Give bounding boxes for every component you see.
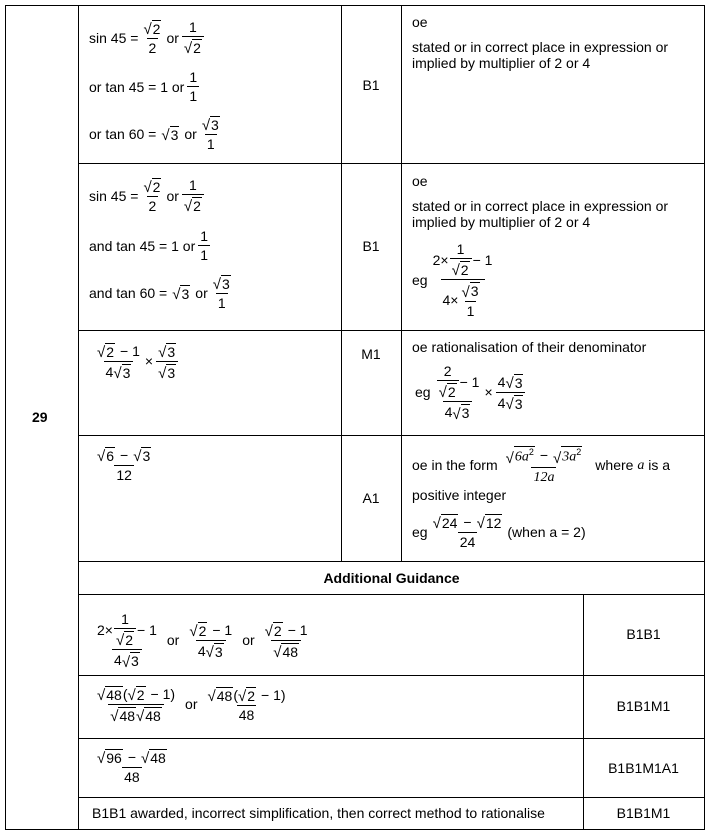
mark-value: B1 — [362, 238, 380, 254]
working-expression: √ 6 − √ 3 12 — [97, 446, 151, 484]
mark-column-divider — [401, 5, 402, 561]
comment-text: positive integer — [412, 487, 507, 503]
table-border-right — [704, 5, 705, 830]
example-expression: eg √ 24 − √ 12 24 (when a = 2) — [412, 513, 586, 551]
mark-value: B1 — [362, 77, 380, 93]
table-border-bottom — [5, 829, 705, 830]
row-divider — [78, 330, 705, 331]
row-divider — [78, 435, 705, 436]
row-divider — [78, 738, 705, 739]
guidance-mark: B1B1M1 — [616, 698, 671, 714]
guidance-expression: √ 96 − √ 48 48 — [97, 748, 166, 786]
comment-expression: oe in the form √ $6a^2$ − √ $3a^2$ 12a where a is a — [412, 447, 671, 485]
guidance-mark: B1B1M1 — [616, 805, 671, 821]
comment-text: oe — [412, 173, 428, 189]
working-expression: √ 2 − 1 4 √ 3 × √ 3 √ 3 — [92, 343, 181, 381]
comment-text: implied by multiplier of 2 or 4 — [412, 55, 591, 71]
row-divider — [78, 797, 705, 798]
guidance-text: B1B1 awarded, incorrect simplification, then correct method to rationalise — [92, 805, 545, 821]
working-line: and tan 60 = √ 3 or √ 3 1 — [89, 276, 230, 312]
row-divider — [78, 675, 705, 676]
comment-text: implied by multiplier of 2 or 4 — [412, 214, 591, 230]
table-border-left — [5, 5, 6, 830]
working-line: and tan 45 = 1 or $\frac{1}{1}$ — [89, 228, 209, 264]
guidance-mark: B1B1M1A1 — [608, 760, 679, 776]
guidance-expression: 2 × 1 √ 2 − 1 4 √ 3 or √ 2 − 1 4 √ 3 or √ 2 − 1 √ 48 — [97, 611, 308, 671]
mark-value: A1 — [362, 490, 380, 506]
comment-text: stated or in correct place in expression or — [412, 198, 669, 214]
example-expression: eg 2 √ 2 − 1 4 √ 3 × 4 √ 3 4 √ 3 — [415, 364, 528, 422]
working-line: sin 45 = √ 2 2 or 1 √ 2 — [89, 20, 207, 56]
comment-text: oe — [412, 14, 428, 30]
question-number: 29 — [32, 409, 48, 425]
working-line: or tan 60 = √ 3 or √ 3 1 — [89, 117, 219, 153]
row-divider — [78, 561, 705, 562]
comment-text: oe rationalisation of their denominator — [412, 339, 647, 355]
guidance-mark: B1B1 — [626, 626, 661, 642]
row-divider — [78, 594, 705, 595]
additional-guidance-header: Additional Guidance — [323, 570, 460, 586]
example-expression: eg 2 × 1 √ 2 − 1 4 × √ 3 1 — [412, 241, 493, 319]
question-column-divider — [78, 5, 79, 830]
working-line: or tan 45 = 1 or $\frac{1}{1}$ — [89, 69, 198, 105]
mark-value: M1 — [361, 346, 381, 362]
comment-text: stated or in correct place in expression or — [412, 39, 669, 55]
row-divider — [78, 163, 705, 164]
guidance-expression: √ 48 ( √ 2 − 1 ) √ 48 √ 48 or √ 48 ( √ 2 − 1 ) 48 — [97, 685, 286, 726]
working-line: sin 45 = √ 2 2 or 1 √ 2 — [89, 178, 207, 214]
table-border-top — [5, 5, 705, 6]
